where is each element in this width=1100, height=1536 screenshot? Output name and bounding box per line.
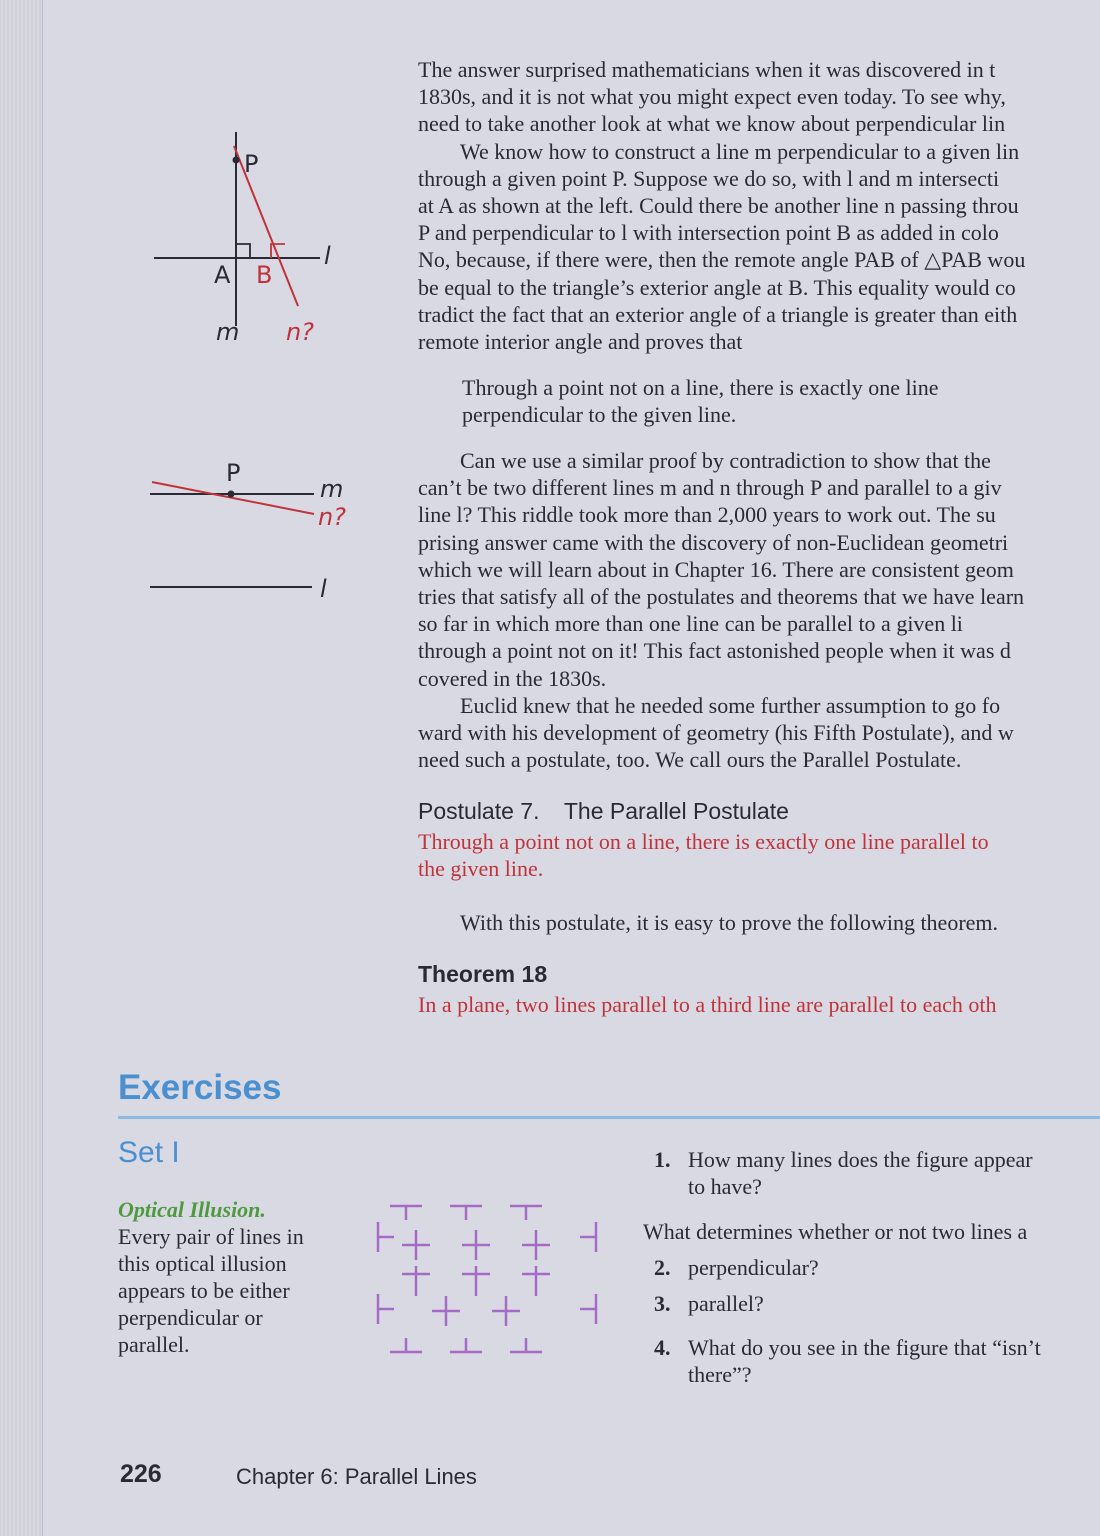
text-line: be equal to the triangle’s exterior angle at B. This equality would co xyxy=(418,274,1016,300)
question-4 xyxy=(654,1334,1041,1388)
parallel-figure xyxy=(140,455,370,605)
text-line: there”? xyxy=(688,1362,752,1387)
text-line: this optical illusion xyxy=(118,1251,287,1276)
text-line: the given line. xyxy=(418,856,544,882)
question-number: 2. xyxy=(654,1255,671,1280)
postulate-number: Postulate 7. xyxy=(418,798,540,824)
text-line: perpendicular? xyxy=(688,1255,819,1280)
question-number: 4. xyxy=(654,1335,671,1360)
text-line: tries that satisfy all of the postulates and theorems that we have learn xyxy=(418,584,1025,610)
label-l: l xyxy=(320,575,327,603)
with-postulate-text xyxy=(418,909,1100,936)
perpendicular-figure xyxy=(140,120,360,350)
text-line: In a plane, two lines parallel to a third line are parallel to each oth xyxy=(418,992,997,1017)
text-line: perpendicular to the given line. xyxy=(462,402,737,428)
text-line: need to take another look at what we know about perpendicular lin xyxy=(418,111,1006,137)
page-number: 226 xyxy=(120,1460,162,1488)
parallel-paragraph xyxy=(418,447,1100,773)
exercises-divider xyxy=(118,1116,1100,1119)
intro-paragraph xyxy=(418,56,1100,355)
chapter-footer: Chapter 6: Parallel Lines xyxy=(236,1464,477,1489)
text-line: need such a postulate, too. We call ours the Parallel Postulate. xyxy=(418,747,962,773)
text-line: appears to be either xyxy=(118,1278,290,1303)
text-line: through a given point P. Suppose we do so, with l and m intersecti xyxy=(418,165,1000,191)
page-binding-edge xyxy=(0,0,43,1536)
text-line: perpendicular or xyxy=(118,1305,263,1330)
question-number: 1. xyxy=(654,1147,671,1172)
optical-illusion-figure xyxy=(370,1200,610,1360)
text-line: Euclid knew that he needed some further assumption to go fo xyxy=(460,692,1001,718)
label-n: n? xyxy=(318,503,346,531)
set-heading: Set I xyxy=(118,1136,180,1169)
text-line: parallel? xyxy=(688,1291,764,1316)
label-n: n? xyxy=(286,318,314,346)
label-a: A xyxy=(214,261,231,289)
question-3 xyxy=(654,1290,764,1317)
text-line: Every pair of lines in xyxy=(118,1224,304,1249)
question-2 xyxy=(654,1254,819,1281)
text-line: What do you see in the figure that “isn’t xyxy=(688,1335,1041,1360)
postulate-name: The Parallel Postulate xyxy=(563,798,789,824)
label-m: m xyxy=(320,475,344,503)
perpendicular-statement xyxy=(462,374,1100,428)
text-line: parallel. xyxy=(118,1332,190,1357)
illusion-title: Optical Illusion. xyxy=(118,1197,266,1222)
text-line: P and perpendicular to l with intersection point B as added in colo xyxy=(418,220,999,246)
text-line: which we will learn about in Chapter 16. There are consistent geom xyxy=(418,556,1014,582)
exercises-heading: Exercises xyxy=(118,1068,282,1107)
postulate-heading xyxy=(418,798,789,825)
text-line: remote interior angle and proves that xyxy=(418,329,743,355)
label-l: l xyxy=(324,242,331,270)
text-line: prising answer came with the discovery of non-Euclidean geometri xyxy=(418,529,1009,555)
text-line: Through a point not on a line, there is exactly one line parallel to xyxy=(418,829,989,854)
label-p: P xyxy=(226,459,241,487)
optical-illusion-caption xyxy=(118,1196,358,1358)
label-p: P xyxy=(244,150,259,178)
text-line: through a point not on it! This fact astonished people when it was d xyxy=(418,638,1011,664)
text-line: ward with his development of geometry (his Fifth Postulate), and w xyxy=(418,720,1014,746)
label-m: m xyxy=(216,318,240,346)
text-line: 1830s, and it is not what you might expect even today. To see why, xyxy=(418,84,1006,110)
text-line: How many lines does the figure appear xyxy=(688,1147,1033,1172)
text-line: With this postulate, it is easy to prove the following theorem. xyxy=(460,910,999,935)
text-line: so far in which more than one line can be parallel to a given li xyxy=(418,611,963,637)
text-line: to have? xyxy=(688,1174,762,1199)
text-line: tradict the fact that an exterior angle of a triangle is greater than eith xyxy=(418,301,1018,327)
text-line: covered in the 1830s. xyxy=(418,665,607,691)
text-line: can’t be two different lines m and n through P and parallel to a giv xyxy=(418,475,1002,501)
label-b: B xyxy=(256,261,273,289)
question-1 xyxy=(654,1146,1033,1200)
theorem-text xyxy=(418,991,1100,1018)
text-line: Through a point not on a line, there is exactly one line xyxy=(462,375,939,400)
text-line: The answer surprised mathematicians when it was discovered in t xyxy=(418,57,996,82)
text-line: Can we use a similar proof by contradiction to show that the xyxy=(460,448,991,473)
text-line: We know how to construct a line m perpendicular to a given lin xyxy=(460,138,1020,164)
text-line: No, because, if there were, then the remote angle PAB of △PAB wou xyxy=(418,247,1026,273)
question-prompt: What determines whether or not two lines a xyxy=(643,1219,1028,1244)
postulate-text xyxy=(418,828,1100,882)
text-line: at A as shown at the left. Could there be another line n passing throu xyxy=(418,193,1019,219)
text-line: line l? This riddle took more than 2,000 years to work out. The su xyxy=(418,502,996,528)
question-number: 3. xyxy=(654,1291,671,1316)
theorem-title: Theorem 18 xyxy=(418,961,548,987)
